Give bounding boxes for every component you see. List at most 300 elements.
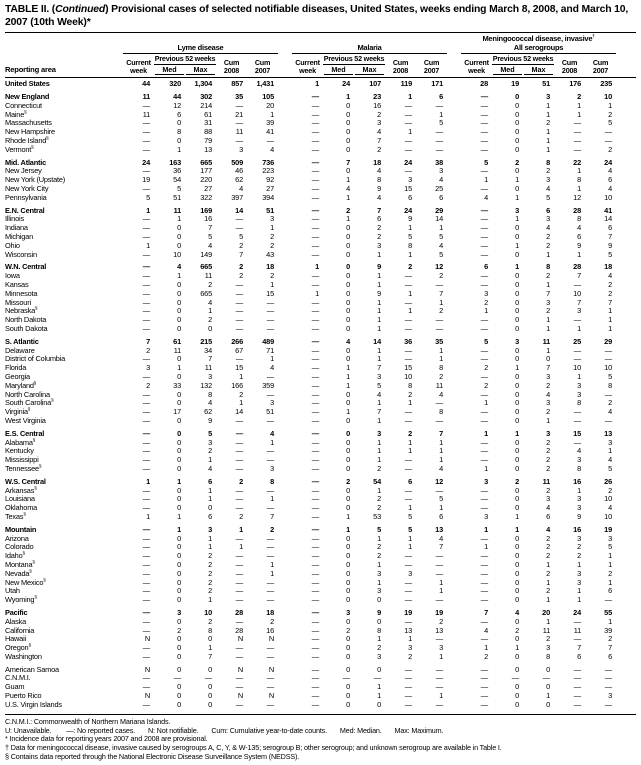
column-gap	[278, 587, 292, 596]
value-cell: 1	[346, 175, 350, 185]
value-cell: 0	[515, 568, 519, 578]
section-footnote-marker: §	[32, 437, 36, 443]
value-cell: —	[235, 280, 243, 290]
value-cell: —	[311, 503, 319, 513]
table-row	[5, 579, 636, 588]
value-cell: —	[311, 380, 319, 390]
column-gap	[447, 159, 461, 168]
value-cell: —	[235, 503, 243, 513]
value-cell: 1	[439, 455, 443, 465]
value-cell: —	[311, 533, 319, 543]
value-cell: —	[266, 324, 274, 333]
value-cell: 1	[546, 315, 550, 325]
value-cell: 0	[515, 92, 519, 102]
value-cell: —	[266, 643, 274, 653]
area-cell: Idaho§	[5, 550, 25, 561]
value-cell: 0	[177, 389, 181, 399]
column-gap	[447, 316, 461, 325]
value-cell: —	[235, 494, 243, 504]
value-cell: —	[142, 144, 150, 154]
value-cell: 28	[235, 625, 243, 635]
value-cell: 1	[270, 568, 274, 578]
value-cell: 1	[408, 542, 412, 552]
value-cell: 5	[208, 232, 212, 242]
value-cell: 2	[208, 559, 212, 569]
value-cell: 2	[239, 476, 243, 486]
section-footnote-marker: §	[29, 568, 32, 574]
value-cell: 1	[377, 324, 381, 333]
value-cell: 1	[439, 437, 443, 447]
table-row	[5, 242, 636, 251]
column-gap	[278, 194, 292, 203]
table-row	[5, 543, 636, 552]
value-cell: 0	[346, 595, 350, 605]
value-cell: 0	[346, 223, 350, 233]
value-cell: 2	[546, 634, 550, 644]
value-cell: —	[142, 214, 150, 224]
value-cell: 5	[208, 428, 212, 438]
value-cell: 1	[270, 109, 274, 119]
value-cell: —	[604, 664, 612, 674]
value-cell: 55	[604, 607, 612, 617]
value-cell: 2	[608, 485, 612, 495]
value-cell: 0	[177, 240, 181, 250]
value-cell: —	[311, 336, 319, 346]
value-cell: 44	[173, 92, 181, 102]
value-cell: 19	[435, 607, 443, 617]
value-cell: —	[573, 437, 581, 447]
value-cell: 1	[208, 643, 212, 653]
value-cell: —	[142, 166, 150, 176]
table-row	[5, 683, 636, 692]
table-row	[5, 137, 636, 146]
value-cell: 2	[515, 476, 519, 486]
value-cell: —	[311, 345, 319, 355]
value-cell: —	[142, 463, 150, 473]
value-cell: 14	[604, 214, 612, 224]
value-cell: —	[235, 100, 243, 110]
value-cell: —	[311, 306, 319, 316]
value-cell: 5	[439, 118, 443, 128]
value-cell: 1	[146, 205, 150, 215]
value-cell: —	[311, 577, 319, 587]
value-cell: 3	[546, 494, 550, 504]
value-cell: 0	[177, 136, 181, 146]
value-cell: 1	[346, 214, 350, 224]
value-cell: 3	[577, 533, 581, 543]
value-cell: 1	[408, 437, 412, 447]
value-cell: 54	[173, 175, 181, 185]
value-cell: 1	[439, 446, 443, 456]
value-cell: 3	[377, 240, 381, 250]
column-gap	[278, 307, 292, 316]
value-cell: 0	[515, 144, 519, 154]
column-gap	[278, 526, 292, 535]
value-cell: 1	[346, 192, 350, 202]
value-cell: 5	[608, 371, 612, 381]
area-cell: Pennsylvania	[5, 192, 47, 202]
value-cell: —	[311, 586, 319, 596]
value-cell: 0	[346, 568, 350, 578]
value-cell: 28	[235, 607, 243, 617]
value-cell: 0	[177, 297, 181, 307]
col-header-med: Med	[155, 66, 184, 75]
area-cell: Iowa	[5, 271, 20, 281]
value-cell: 0	[346, 542, 350, 552]
value-cell: —	[604, 345, 612, 355]
value-cell: 15	[404, 363, 412, 373]
value-cell: —	[142, 315, 150, 325]
value-cell: —	[480, 205, 488, 215]
table-row	[5, 119, 636, 128]
column-gap	[278, 233, 292, 242]
area-cell: New York City	[5, 184, 49, 194]
value-cell: 2	[377, 232, 381, 242]
value-cell: 0	[346, 446, 350, 456]
value-cell: 3	[377, 586, 381, 596]
group-header-lyme	[123, 44, 278, 76]
column-gap	[447, 535, 461, 544]
value-cell: 3	[577, 503, 581, 513]
value-cell: 41	[604, 205, 612, 215]
value-cell: —	[266, 503, 274, 513]
column-gap	[447, 408, 461, 417]
value-cell: 1	[439, 223, 443, 233]
value-cell: —	[235, 306, 243, 316]
value-cell: 1	[577, 109, 581, 119]
value-cell: —	[142, 559, 150, 569]
value-cell: —	[235, 577, 243, 587]
value-cell: 2	[239, 271, 243, 281]
value-cell: 1	[315, 79, 319, 89]
value-cell: 0	[546, 699, 550, 709]
value-cell: 0	[346, 586, 350, 596]
column-gap	[278, 465, 292, 474]
value-cell: 6	[208, 476, 212, 486]
section-footnote-marker: §	[32, 559, 35, 565]
value-cell: 19	[404, 607, 412, 617]
value-cell: 51	[542, 79, 550, 89]
value-cell: 4	[377, 127, 381, 137]
value-cell: 62	[235, 175, 243, 185]
value-cell: 3	[408, 568, 412, 578]
value-cell: —	[142, 232, 150, 242]
value-cell: —	[480, 280, 488, 290]
value-cell: —	[480, 455, 488, 465]
value-cell: 2	[408, 428, 412, 438]
area-cell: North Carolina	[5, 389, 50, 399]
value-cell: 0	[177, 315, 181, 325]
value-cell: 0	[346, 559, 350, 569]
value-cell: 3	[270, 398, 274, 408]
value-cell: —	[573, 699, 581, 709]
column-gap	[278, 430, 292, 439]
value-cell: 1	[577, 324, 581, 333]
column-gap	[447, 495, 461, 504]
value-cell: 8	[546, 651, 550, 661]
value-cell: 1	[177, 524, 181, 534]
value-cell: —	[404, 407, 412, 417]
value-cell: 1	[377, 306, 381, 316]
value-cell: —	[235, 288, 243, 298]
value-cell: 1	[208, 595, 212, 605]
value-cell: —	[266, 136, 274, 146]
column-gap	[278, 338, 292, 347]
value-cell: —	[480, 92, 488, 102]
table-row	[5, 439, 636, 448]
value-cell: —	[480, 664, 488, 674]
value-cell: —	[404, 354, 412, 364]
value-cell: —	[142, 586, 150, 596]
value-cell: 0	[177, 542, 181, 552]
area-cell: South Dakota	[5, 324, 48, 333]
column-gap	[278, 185, 292, 194]
area-cell: Maryland§	[5, 380, 37, 390]
value-cell: 5	[608, 463, 612, 473]
value-cell: —	[311, 595, 319, 605]
value-cell: 0	[515, 551, 519, 561]
value-cell: 1	[377, 297, 381, 307]
value-cell: —	[311, 476, 319, 486]
value-cell: 2	[577, 92, 581, 102]
value-cell: 0	[515, 437, 519, 447]
area-cell: W.S. Central	[5, 476, 46, 486]
value-cell: 1	[208, 455, 212, 465]
value-cell: —	[480, 223, 488, 233]
column-gap	[447, 338, 461, 347]
value-cell: 71	[266, 345, 274, 355]
footer-divider	[5, 714, 636, 715]
value-cell: 0	[515, 109, 519, 119]
value-cell: 7	[377, 363, 381, 373]
column-gap	[447, 80, 461, 89]
value-cell: 8	[439, 363, 443, 373]
value-cell: 1	[546, 109, 550, 119]
column-gap	[278, 299, 292, 308]
value-cell: 1	[408, 288, 412, 298]
value-cell: —	[142, 651, 150, 661]
value-cell: —	[142, 306, 150, 316]
value-cell: —	[404, 494, 412, 504]
value-cell: 11	[142, 92, 150, 102]
section-footnote-marker: §	[27, 406, 31, 412]
value-cell: —	[480, 371, 488, 381]
value-cell: 0	[346, 699, 350, 709]
value-cell: 4	[377, 166, 381, 176]
value-cell: 1	[270, 354, 274, 364]
value-cell: 26	[604, 476, 612, 486]
value-cell: 0	[515, 595, 519, 605]
value-cell: 1	[439, 297, 443, 307]
value-cell: 0	[346, 232, 350, 242]
column-gap	[447, 119, 461, 128]
value-cell: 12	[573, 192, 581, 202]
column-gap	[278, 290, 292, 299]
value-cell: 7	[608, 643, 612, 653]
area-cell: New England	[5, 92, 50, 102]
value-cell: 214	[200, 100, 212, 110]
value-cell: 6	[608, 175, 612, 185]
value-cell: 4	[270, 428, 274, 438]
value-cell: —	[480, 407, 488, 417]
value-cell: 2	[439, 371, 443, 381]
value-cell: 0	[177, 691, 181, 701]
value-cell: 1	[546, 136, 550, 146]
value-cell: 2	[408, 389, 412, 399]
value-cell: 1	[377, 315, 381, 325]
value-cell: —	[573, 280, 581, 290]
value-cell: 2	[239, 389, 243, 399]
value-cell: 8	[546, 262, 550, 272]
value-cell: —	[480, 184, 488, 194]
value-cell: 5	[439, 249, 443, 259]
value-cell: 0	[177, 223, 181, 233]
value-cell: 0	[177, 288, 181, 298]
value-cell: 1	[546, 280, 550, 290]
value-cell: 0	[515, 699, 519, 709]
value-cell: 2	[208, 616, 212, 626]
value-cell: 11	[142, 109, 150, 119]
value-cell: 4	[546, 524, 550, 534]
value-cell: 5	[377, 524, 381, 534]
value-cell: 5	[608, 542, 612, 552]
value-cell: —	[142, 485, 150, 495]
value-cell: 1	[270, 437, 274, 447]
value-cell: 1	[515, 240, 519, 250]
col-header-cum-2008: Cum 2008	[223, 57, 240, 76]
value-cell: 8	[270, 476, 274, 486]
value-cell: 2	[208, 586, 212, 596]
column-gap	[447, 102, 461, 111]
footnote-legend: U: Unavailable. —: No reported cases. N: Not notifiable. Cum: Cumulative year-to-date counts. Med: Median. Max: Maximum.	[5, 725, 444, 735]
value-cell: 2	[546, 542, 550, 552]
value-cell: 1	[377, 455, 381, 465]
table-row	[5, 456, 636, 465]
value-cell: 4	[177, 262, 181, 272]
value-cell: 0	[515, 297, 519, 307]
value-cell: 0	[515, 446, 519, 456]
value-cell: 3	[577, 577, 581, 587]
table-row	[5, 692, 636, 701]
column-gap	[447, 382, 461, 391]
value-cell: 7	[577, 297, 581, 307]
value-cell: —	[235, 315, 243, 325]
value-cell: 16	[373, 100, 381, 110]
value-cell: 3	[270, 463, 274, 473]
value-cell: 0	[177, 463, 181, 473]
value-cell: —	[480, 533, 488, 543]
value-cell: —	[311, 398, 319, 408]
area-cell: Utah	[5, 586, 20, 596]
value-cell: 394	[262, 192, 274, 202]
section-footnote-marker: §	[31, 144, 34, 150]
value-cell: 20	[542, 607, 550, 617]
col-header-current-week: Current week	[464, 57, 489, 76]
value-cell: 1	[546, 577, 550, 587]
value-cell: 1	[546, 559, 550, 569]
table-row	[5, 465, 636, 474]
value-cell: N	[268, 634, 274, 644]
column-gap	[278, 111, 292, 120]
value-cell: —	[266, 577, 274, 587]
value-cell: —	[404, 485, 412, 495]
value-cell: 320	[169, 79, 181, 89]
value-cell: 1	[239, 524, 243, 534]
value-cell: 5	[239, 232, 243, 242]
value-cell: 4	[484, 192, 488, 202]
value-cell: 3	[515, 205, 519, 215]
column-gap	[447, 439, 461, 448]
col-header-cum-2008: Cum 2008	[561, 57, 578, 76]
value-cell: —	[311, 625, 319, 635]
value-cell: —	[266, 673, 274, 683]
value-cell: 11	[204, 271, 212, 281]
value-cell: 3	[608, 533, 612, 543]
table-row	[5, 316, 636, 325]
area-cell: Virginia§	[5, 406, 31, 417]
value-cell: 6	[608, 586, 612, 596]
value-cell: —	[404, 595, 412, 605]
value-cell: 28	[573, 205, 581, 215]
value-cell: 19	[142, 175, 150, 185]
value-cell: 0	[515, 559, 519, 569]
column-gap	[447, 552, 461, 561]
value-cell: 1	[608, 446, 612, 456]
value-cell: —	[573, 345, 581, 355]
value-cell: 0	[346, 691, 350, 701]
value-cell: 0	[177, 428, 181, 438]
value-cell: 7	[608, 297, 612, 307]
value-cell: 4	[546, 389, 550, 399]
value-cell: 12	[435, 262, 443, 272]
table-header	[5, 35, 636, 75]
column-gap	[278, 487, 292, 496]
value-cell: 2	[546, 118, 550, 128]
value-cell: —	[604, 389, 612, 399]
column-gap	[278, 692, 292, 701]
value-cell: 7	[346, 157, 350, 167]
value-cell: —	[435, 699, 443, 709]
value-cell: 4	[439, 240, 443, 250]
value-cell: 4	[439, 463, 443, 473]
value-cell: 1	[377, 271, 381, 281]
column-gap	[278, 399, 292, 408]
value-cell: —	[142, 354, 150, 364]
value-cell: —	[404, 616, 412, 626]
area-cell: Louisiana	[5, 494, 35, 504]
footnote-asterisk: * Incidence data for reporting years 2007 and 2008 are provisional.	[5, 734, 208, 744]
value-cell: —	[311, 673, 319, 683]
value-cell: 4	[239, 184, 243, 194]
value-cell: 3	[546, 371, 550, 381]
value-cell: —	[311, 463, 319, 473]
table-row	[5, 526, 636, 535]
column-gap	[447, 627, 461, 636]
value-cell: 1	[408, 503, 412, 513]
area-cell: E.N. Central	[5, 205, 45, 215]
value-cell: 10	[204, 607, 212, 617]
value-cell: —	[142, 699, 150, 709]
value-cell: 215	[200, 336, 212, 346]
column-gap	[278, 579, 292, 588]
value-cell: —	[266, 682, 274, 692]
value-cell: —	[480, 485, 488, 495]
value-cell: —	[142, 100, 150, 110]
table-row	[5, 176, 636, 185]
value-cell: 2	[546, 437, 550, 447]
value-cell: —	[573, 354, 581, 364]
table-row	[5, 128, 636, 137]
